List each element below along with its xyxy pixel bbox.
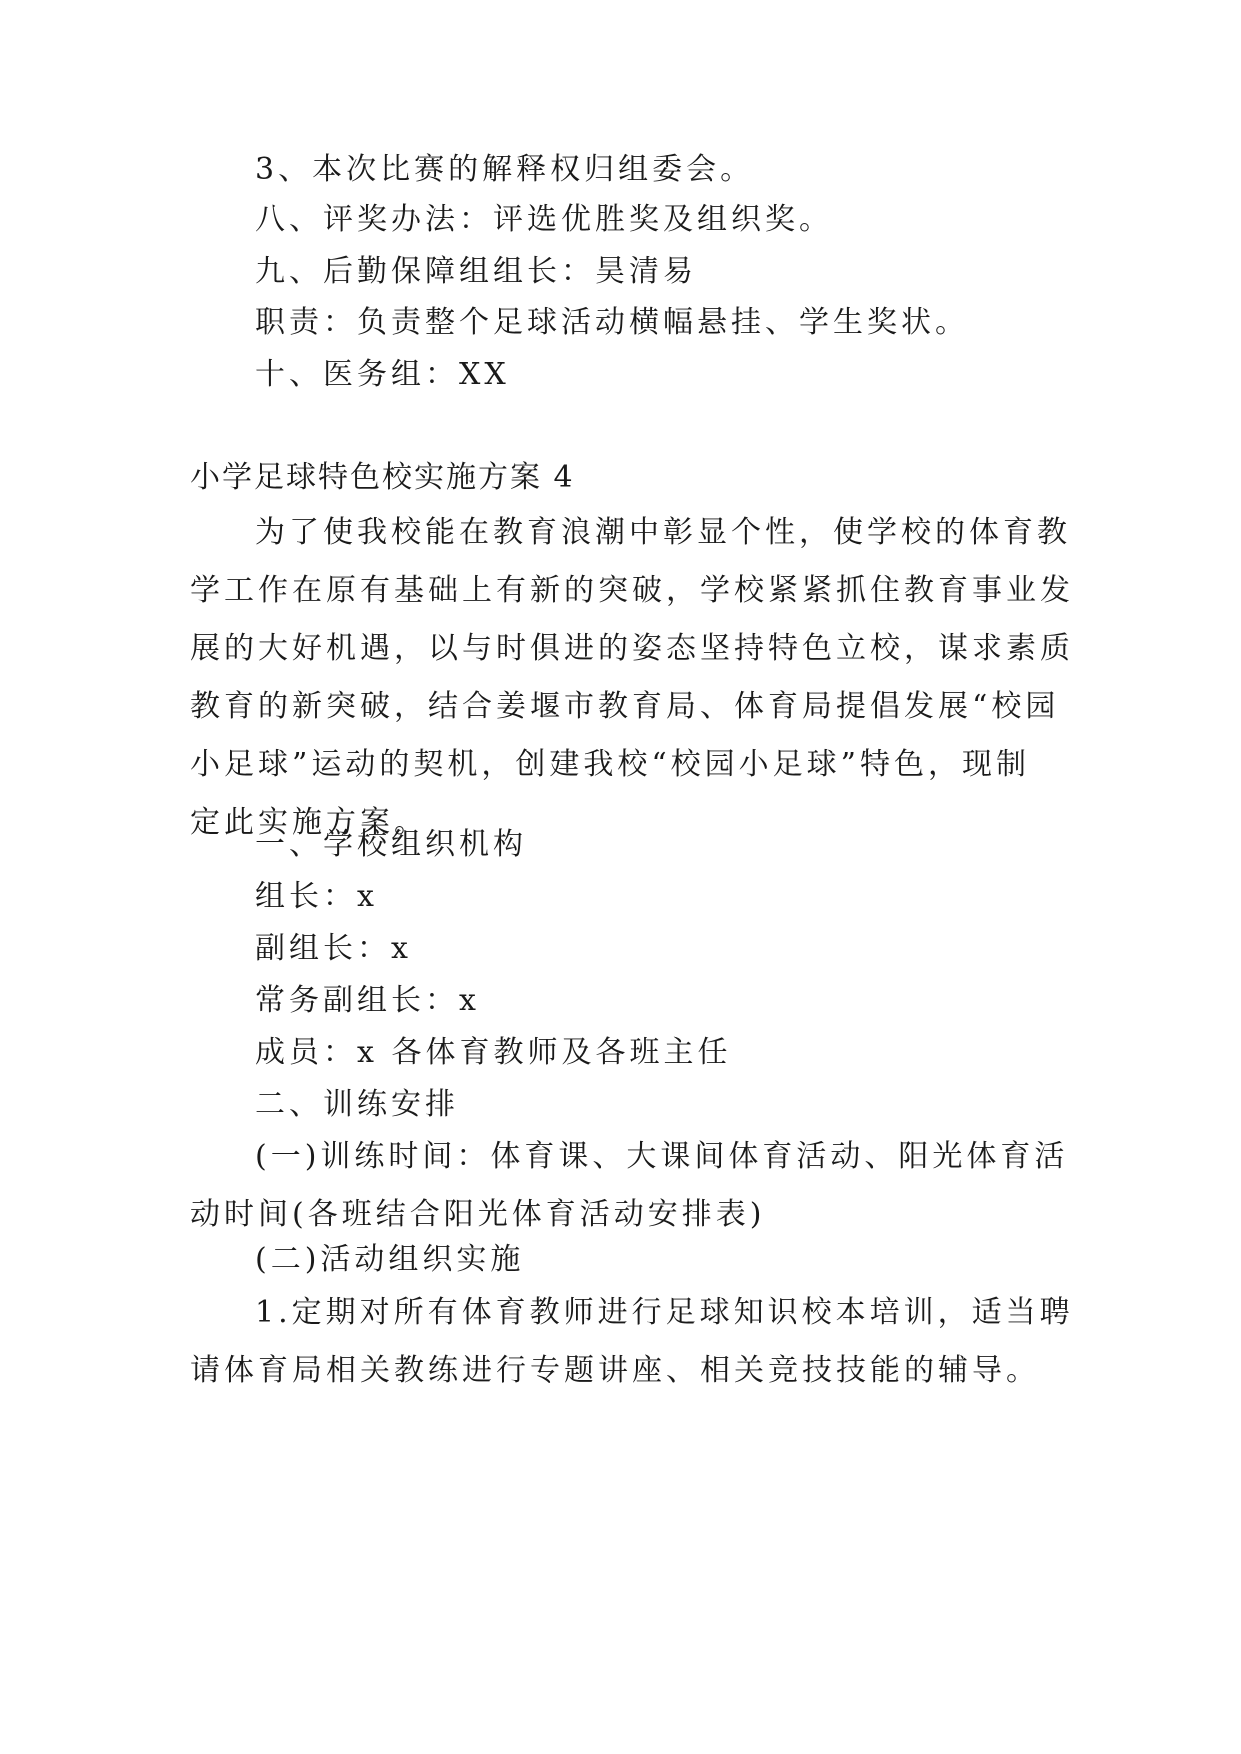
activity-item-line: 请体育局相关教练进行专题讲座、相关竞技技能的辅导。	[190, 1353, 1040, 1388]
award-method: 八、评奖办法：评选优胜奖及组织奖。	[255, 202, 833, 237]
section-title: 小学足球特色校实施方案 4	[190, 460, 575, 495]
intro-line: 定此实施方案。	[190, 805, 428, 840]
logistics-duty: 职责：负责整个足球活动横幅悬挂、学生奖状。	[255, 305, 969, 340]
logistics-leader: 九、后勤保障组组长：昊清易	[255, 254, 697, 289]
org-member-staff: 成员：x 各体育教师及各班主任	[255, 1035, 732, 1070]
intro-line: 小足球”运动的契机，创建我校“校园小足球”特色，现制	[190, 747, 1031, 782]
org-member-deputy: 副组长：x	[255, 931, 412, 966]
org-heading: 一、学校组织机构	[255, 827, 527, 862]
training-time-paragraph	[190, 1128, 1068, 1244]
training-heading: 二、训练安排	[255, 1087, 459, 1122]
training-time-line: 动时间(各班结合阳光体育活动安排表)	[190, 1197, 766, 1232]
intro-line: 学工作在原有基础上有新的突破，学校紧紧抓住教育事业发	[190, 573, 1074, 608]
intro-line: 教育的新突破，结合姜堰市教育局、体育局提倡发展“校园	[190, 689, 1060, 724]
rule-item-3: 3、本次比赛的解释权归组委会。	[255, 152, 755, 187]
intro-line: 展的大好机遇，以与时俱进的姿态坚持特色立校，谋求素质	[190, 631, 1074, 666]
activity-item-paragraph	[190, 1284, 1074, 1400]
medical-group: 十、医务组：XX	[255, 357, 510, 392]
org-member-leader: 组长：x	[255, 879, 378, 914]
activity-item-line: 1.定期对所有体育教师进行足球知识校本培训，适当聘	[255, 1295, 1074, 1330]
intro-line: 为了使我校能在教育浪潮中彰显个性，使学校的体育教	[255, 515, 1071, 550]
org-member-executive-deputy: 常务副组长：x	[255, 983, 480, 1018]
activity-heading: (二)活动组织实施	[255, 1242, 525, 1277]
intro-paragraph	[190, 504, 1074, 852]
training-time-line: (一)训练时间：体育课、大课间体育活动、阳光体育活	[255, 1139, 1069, 1174]
